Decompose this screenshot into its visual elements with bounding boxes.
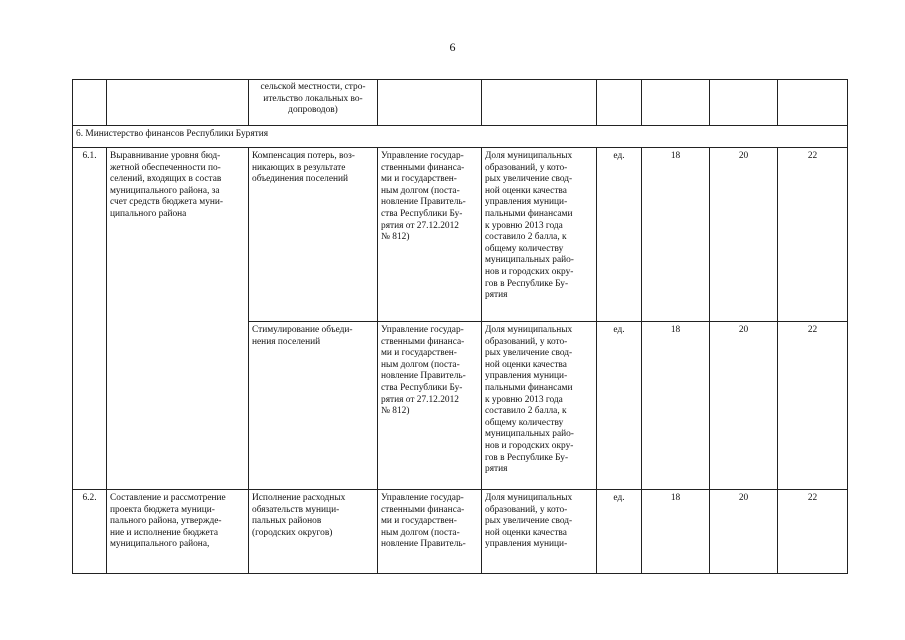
cell-value-1: 18 [642,148,710,322]
cell-indicator: Доля муниципальных образований, у кото- рых увеличение свод- ной оценки качества управления муници- пальными финансами к уровню 2013 года составило 2 балла, к общему количеству муниципальных райо- нов и городских окру- гов в Республике Бу- рятия [482,148,597,322]
cell-value-3: 22 [778,148,848,322]
cell-measure: сельской местности, стро- ительство локальных во- допроводов) [249,80,378,126]
cell-num: 6.2. [73,490,107,574]
cell-unit: ед. [597,490,642,574]
measures-table [72,79,848,574]
cell-basis: Управление государ- ственными финанса- ми и государствен- ным долгом (поста- новление Правитель- ства Республики Бу- рятия от 27.12.2012 № 812) [378,322,482,490]
cell-unit: ед. [597,148,642,322]
section-title: 6. Министерство финансов Республики Бурятия [73,126,848,148]
cell-measure: Исполнение расходных обязательств муници- пальных районов (городских округов) [249,490,378,574]
cell-value-2: 20 [710,148,778,322]
cell-measure: Компенсация потерь, воз- никающих в результате объединения поселений [249,148,378,322]
cell-value-2: 20 [710,322,778,490]
cell-basis: Управление государ- ственными финанса- ми и государствен- ным долгом (поста- новление Правитель- [378,490,482,574]
cell-value-3 [778,80,848,126]
cell-task [107,80,249,126]
cell-num [73,80,107,126]
cell-task: Составление и рассмотрение проекта бюджета муници- пального района, утвержде- ние и исполнение бюджета муниципального района, [107,490,249,574]
cell-indicator: Доля муниципальных образований, у кото- рых увеличение свод- ной оценки качества управления муници- пальными финансами к уровню 2013 года составило 2 балла, к общему количеству муниципальных райо- нов и городских окру- гов в Республике Бу- рятия [482,322,597,490]
cell-indicator: Доля муниципальных образований, у кото- рых увеличение свод- ной оценки качества управления муници- [482,490,597,574]
cell-basis: Управление государ- ственными финанса- ми и государствен- ным долгом (поста- новление Правитель- ства Республики Бу- рятия от 27.12.2012 № 812) [378,148,482,322]
cell-value-1: 18 [642,490,710,574]
cell-task: Выравнивание уровня бюд- жетной обеспеченности по- селений, входящих в состав муниципального района, за счет средств бюджета муни- ципального района [107,148,249,490]
cell-value-2: 20 [710,490,778,574]
cell-value-1: 18 [642,322,710,490]
table-row [73,148,848,322]
page-number: 6 [449,40,456,54]
cell-value-3: 22 [778,490,848,574]
cell-indicator [482,80,597,126]
cell-value-1 [642,80,710,126]
cell-num: 6.1. [73,148,107,490]
section-row [73,126,848,148]
cell-measure: Стимулирование объеди- нения поселений [249,322,378,490]
cell-value-2 [710,80,778,126]
cell-unit: ед. [597,322,642,490]
cell-unit [597,80,642,126]
table-row [73,490,848,574]
table-row-continuation [73,80,848,126]
cell-basis [378,80,482,126]
cell-value-3: 22 [778,322,848,490]
